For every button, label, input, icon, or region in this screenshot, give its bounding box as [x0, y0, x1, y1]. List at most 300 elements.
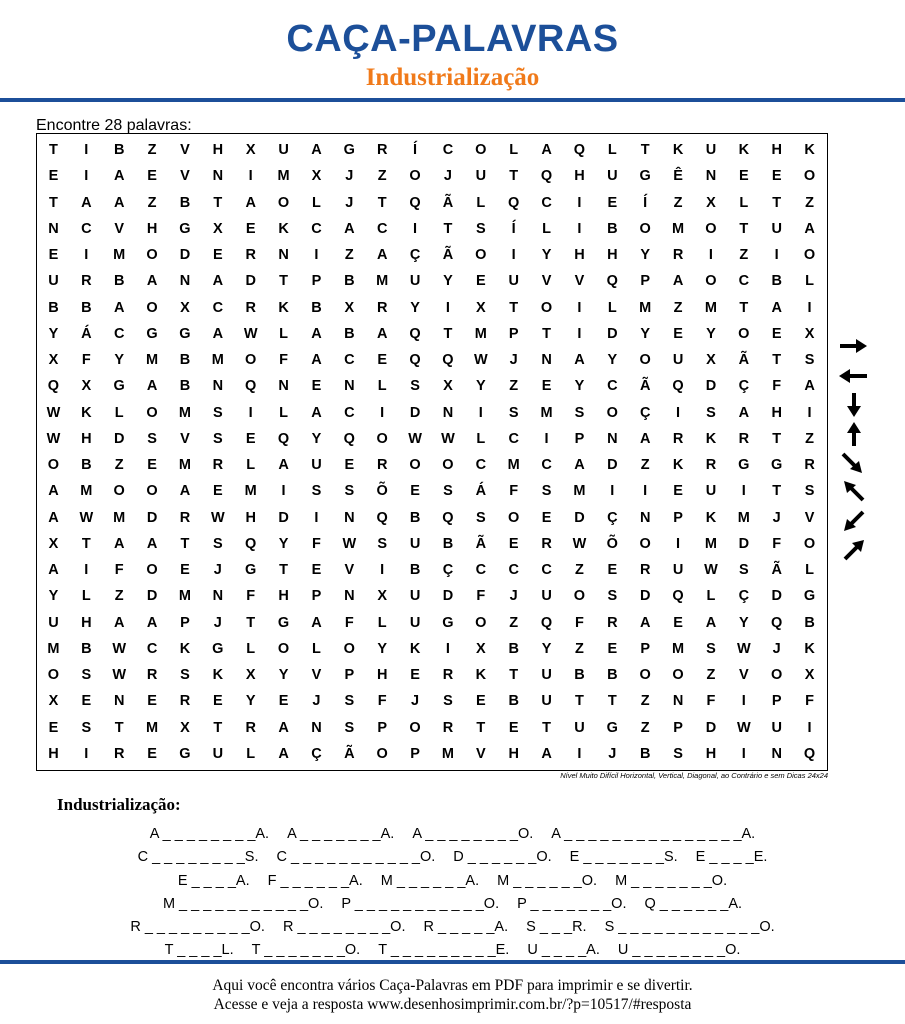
grid-letter[interactable]: M: [704, 299, 717, 316]
grid-letter[interactable]: Z: [739, 247, 749, 263]
grid-letter[interactable]: R: [672, 430, 684, 447]
grid-letter[interactable]: I: [577, 194, 582, 211]
grid-letter[interactable]: B: [311, 299, 322, 316]
grid-letter[interactable]: N: [771, 745, 782, 762]
grid-letter[interactable]: X: [804, 667, 815, 683]
grid-letter[interactable]: V: [475, 745, 486, 762]
grid-letter[interactable]: E: [48, 168, 59, 185]
grid-letter[interactable]: Q: [606, 273, 618, 290]
grid-letter[interactable]: E: [278, 693, 289, 710]
grid-letter[interactable]: L: [279, 404, 288, 421]
grid-letter[interactable]: S: [738, 562, 749, 578]
grid-letter[interactable]: A: [639, 430, 651, 447]
grid-letter[interactable]: L: [706, 588, 716, 605]
grid-letter[interactable]: L: [607, 142, 617, 158]
grid-letter[interactable]: O: [343, 640, 355, 657]
grid-letter[interactable]: H: [146, 220, 158, 237]
grid-letter[interactable]: T: [772, 483, 782, 500]
grid-letter[interactable]: T: [81, 535, 91, 552]
grid-letter[interactable]: A: [344, 220, 355, 237]
grid-letter[interactable]: P: [311, 588, 322, 605]
grid-letter[interactable]: O: [409, 168, 421, 185]
grid-letter[interactable]: K: [212, 667, 224, 683]
grid-letter[interactable]: R: [376, 457, 388, 473]
grid-letter[interactable]: A: [113, 614, 125, 631]
grid-letter[interactable]: D: [179, 247, 191, 263]
grid-letter[interactable]: A: [81, 194, 92, 211]
grid-letter[interactable]: A: [311, 352, 322, 368]
grid-letter[interactable]: R: [245, 247, 256, 263]
grid-letter[interactable]: Z: [344, 247, 354, 263]
grid-letter[interactable]: P: [508, 325, 519, 342]
grid-letter[interactable]: I: [248, 404, 253, 421]
grid-letter[interactable]: V: [804, 509, 815, 526]
grid-letter[interactable]: E: [607, 640, 618, 657]
grid-letter[interactable]: A: [311, 404, 322, 421]
grid-letter[interactable]: Ã: [639, 378, 651, 395]
grid-letter[interactable]: X: [475, 299, 486, 316]
grid-letter[interactable]: G: [179, 220, 191, 237]
grid-letter[interactable]: O: [442, 457, 454, 473]
grid-letter[interactable]: I: [314, 247, 319, 263]
grid-letter[interactable]: I: [445, 640, 450, 657]
grid-letter[interactable]: V: [574, 273, 585, 290]
grid-letter[interactable]: U: [212, 745, 224, 762]
grid-letter[interactable]: I: [380, 562, 385, 578]
grid-letter[interactable]: M: [540, 404, 553, 421]
grid-letter[interactable]: I: [774, 247, 779, 263]
grid-letter[interactable]: L: [509, 142, 519, 158]
grid-letter[interactable]: Y: [377, 640, 388, 657]
grid-letter[interactable]: O: [146, 247, 158, 263]
grid-letter[interactable]: T: [739, 299, 749, 316]
grid-letter[interactable]: K: [278, 220, 289, 237]
grid-letter[interactable]: W: [46, 430, 61, 447]
grid-letter[interactable]: M: [146, 719, 159, 736]
grid-letter[interactable]: O: [376, 745, 388, 762]
grid-letter[interactable]: G: [245, 562, 257, 578]
grid-letter[interactable]: M: [178, 457, 191, 473]
grid-letter[interactable]: I: [84, 168, 89, 185]
grid-letter[interactable]: V: [738, 667, 749, 683]
grid-letter[interactable]: A: [48, 509, 59, 526]
grid-letter[interactable]: B: [508, 693, 519, 710]
grid-letter[interactable]: B: [344, 325, 355, 342]
grid-letter[interactable]: G: [212, 640, 224, 657]
grid-letter[interactable]: Y: [541, 247, 552, 263]
grid-letter[interactable]: Y: [706, 325, 716, 342]
grid-letter[interactable]: M: [507, 457, 520, 473]
grid-letter[interactable]: O: [771, 667, 783, 683]
grid-letter[interactable]: O: [705, 273, 717, 290]
grid-letter[interactable]: K: [81, 404, 92, 421]
grid-letter[interactable]: J: [509, 588, 518, 605]
grid-letter[interactable]: Ç: [409, 247, 421, 263]
grid-letter[interactable]: H: [574, 247, 585, 263]
grid-letter[interactable]: M: [277, 168, 290, 185]
grid-letter[interactable]: I: [577, 745, 582, 762]
grid-letter[interactable]: L: [476, 194, 486, 211]
grid-letter[interactable]: O: [803, 247, 816, 263]
grid-letter[interactable]: Ã: [475, 535, 487, 552]
grid-letter[interactable]: V: [180, 168, 190, 185]
grid-letter[interactable]: D: [245, 273, 256, 290]
grid-letter[interactable]: T: [213, 194, 223, 211]
grid-letter[interactable]: X: [245, 142, 256, 158]
grid-letter[interactable]: M: [113, 247, 126, 263]
grid-letter[interactable]: U: [705, 483, 717, 500]
grid-letter[interactable]: N: [344, 588, 355, 605]
grid-letter[interactable]: I: [84, 745, 89, 762]
grid-letter[interactable]: O: [803, 168, 816, 185]
grid-letter[interactable]: R: [212, 457, 224, 473]
grid-letter[interactable]: C: [311, 220, 322, 237]
grid-letter[interactable]: N: [344, 378, 355, 395]
grid-letter[interactable]: O: [803, 535, 816, 552]
grid-letter[interactable]: Í: [413, 142, 418, 158]
grid-letter[interactable]: U: [771, 719, 782, 736]
grid-letter[interactable]: J: [213, 614, 222, 631]
grid-letter[interactable]: M: [639, 299, 652, 316]
grid-letter[interactable]: O: [146, 404, 158, 421]
grid-letter[interactable]: Q: [245, 535, 257, 552]
grid-letter[interactable]: D: [409, 404, 421, 421]
grid-letter[interactable]: T: [443, 325, 453, 342]
grid-letter[interactable]: C: [541, 457, 552, 473]
grid-letter[interactable]: A: [113, 299, 125, 316]
grid-letter[interactable]: U: [409, 614, 421, 631]
grid-letter[interactable]: U: [409, 588, 421, 605]
grid-letter[interactable]: T: [49, 142, 58, 158]
grid-letter[interactable]: Õ: [376, 483, 388, 500]
grid-letter[interactable]: C: [541, 194, 552, 211]
grid-letter[interactable]: K: [705, 509, 717, 526]
grid-letter[interactable]: Z: [377, 168, 387, 185]
grid-letter[interactable]: Z: [509, 378, 519, 395]
grid-letter[interactable]: Q: [540, 614, 553, 631]
grid-letter[interactable]: A: [672, 273, 684, 290]
grid-letter[interactable]: T: [575, 693, 584, 710]
grid-letter[interactable]: B: [607, 220, 618, 237]
grid-letter[interactable]: D: [113, 430, 125, 447]
grid-letter[interactable]: D: [771, 588, 782, 605]
grid-letter[interactable]: R: [738, 430, 750, 447]
grid-letter[interactable]: A: [311, 325, 322, 342]
grid-letter[interactable]: B: [81, 299, 92, 316]
grid-letter[interactable]: Í: [511, 220, 516, 237]
grid-letter[interactable]: T: [542, 719, 551, 736]
grid-letter[interactable]: V: [344, 562, 355, 578]
grid-letter[interactable]: G: [179, 745, 191, 762]
grid-letter[interactable]: S: [212, 430, 223, 447]
grid-letter[interactable]: H: [245, 509, 256, 526]
grid-letter[interactable]: N: [179, 273, 191, 290]
grid-letter[interactable]: G: [277, 614, 290, 631]
grid-letter[interactable]: Z: [114, 457, 124, 473]
grid-letter[interactable]: T: [542, 325, 551, 342]
grid-letter[interactable]: Z: [147, 142, 157, 158]
grid-letter[interactable]: F: [344, 614, 354, 631]
grid-letter[interactable]: U: [278, 142, 289, 158]
grid-letter[interactable]: E: [48, 247, 59, 263]
grid-letter[interactable]: E: [311, 562, 322, 578]
grid-letter[interactable]: I: [84, 247, 89, 263]
grid-letter[interactable]: S: [81, 667, 92, 683]
grid-letter[interactable]: W: [704, 562, 718, 578]
grid-letter[interactable]: P: [574, 430, 585, 447]
grid-letter[interactable]: E: [311, 378, 322, 395]
grid-letter[interactable]: S: [212, 535, 223, 552]
grid-letter[interactable]: U: [771, 220, 782, 237]
grid-letter[interactable]: R: [705, 457, 717, 473]
grid-letter[interactable]: I: [577, 220, 582, 237]
grid-letter[interactable]: O: [47, 457, 60, 473]
grid-letter[interactable]: K: [278, 299, 289, 316]
grid-letter[interactable]: L: [805, 273, 814, 290]
grid-letter[interactable]: E: [377, 352, 388, 368]
grid-letter[interactable]: H: [705, 745, 717, 762]
grid-letter[interactable]: E: [147, 745, 157, 762]
grid-letter[interactable]: C: [508, 430, 519, 447]
grid-letter[interactable]: B: [409, 509, 421, 526]
grid-letter[interactable]: G: [442, 614, 454, 631]
grid-letter[interactable]: A: [574, 352, 585, 368]
grid-letter[interactable]: B: [639, 745, 651, 762]
grid-letter[interactable]: P: [640, 640, 651, 657]
grid-letter[interactable]: G: [179, 325, 191, 342]
grid-letter[interactable]: X: [311, 168, 322, 185]
grid-letter[interactable]: O: [606, 404, 618, 421]
grid-letter[interactable]: A: [212, 325, 224, 342]
grid-letter[interactable]: R: [245, 299, 256, 316]
grid-letter[interactable]: S: [673, 745, 683, 762]
grid-letter[interactable]: U: [409, 535, 421, 552]
grid-letter[interactable]: A: [179, 483, 191, 500]
grid-letter[interactable]: T: [640, 142, 650, 158]
grid-letter[interactable]: S: [377, 535, 388, 552]
grid-letter[interactable]: Q: [573, 142, 586, 158]
grid-letter[interactable]: O: [672, 667, 684, 683]
grid-letter[interactable]: S: [344, 719, 355, 736]
grid-letter[interactable]: P: [673, 719, 683, 736]
grid-letter[interactable]: O: [277, 640, 290, 657]
grid-letter[interactable]: E: [475, 273, 486, 290]
grid-letter[interactable]: N: [212, 378, 224, 395]
grid-letter[interactable]: C: [113, 325, 125, 342]
grid-letter[interactable]: Z: [509, 614, 519, 631]
grid-letter[interactable]: X: [443, 378, 453, 395]
grid-letter[interactable]: O: [705, 220, 717, 237]
grid-letter[interactable]: Z: [673, 299, 683, 316]
grid-letter[interactable]: C: [508, 562, 519, 578]
grid-letter[interactable]: K: [804, 142, 815, 158]
grid-letter[interactable]: F: [279, 352, 288, 368]
grid-letter[interactable]: Ã: [344, 745, 355, 762]
grid-letter[interactable]: M: [376, 273, 389, 290]
grid-letter[interactable]: E: [344, 457, 355, 473]
grid-letter[interactable]: U: [48, 273, 59, 290]
grid-letter[interactable]: A: [113, 194, 125, 211]
grid-letter[interactable]: Ç: [738, 378, 750, 395]
grid-letter[interactable]: E: [771, 325, 782, 342]
grid-letter[interactable]: S: [311, 483, 322, 500]
grid-letter[interactable]: Õ: [606, 535, 618, 552]
grid-letter[interactable]: R: [804, 457, 815, 473]
grid-letter[interactable]: Y: [607, 352, 618, 368]
grid-letter[interactable]: O: [508, 509, 520, 526]
grid-letter[interactable]: O: [639, 667, 651, 683]
grid-letter[interactable]: F: [312, 535, 321, 552]
grid-letter[interactable]: U: [48, 614, 59, 631]
grid-letter[interactable]: E: [81, 693, 92, 710]
grid-letter[interactable]: D: [607, 325, 618, 342]
grid-letter[interactable]: U: [672, 352, 684, 368]
grid-letter[interactable]: T: [246, 614, 256, 631]
grid-letter[interactable]: T: [213, 719, 223, 736]
grid-letter[interactable]: X: [706, 194, 716, 211]
grid-letter[interactable]: X: [81, 378, 92, 395]
grid-letter[interactable]: D: [607, 457, 618, 473]
grid-letter[interactable]: H: [376, 667, 388, 683]
grid-letter[interactable]: M: [441, 745, 454, 762]
grid-letter[interactable]: T: [509, 168, 519, 185]
grid-letter[interactable]: T: [443, 220, 453, 237]
grid-letter[interactable]: A: [541, 745, 552, 762]
grid-letter[interactable]: E: [180, 562, 190, 578]
grid-letter[interactable]: E: [508, 535, 519, 552]
grid-letter[interactable]: Z: [640, 457, 650, 473]
grid-letter[interactable]: U: [409, 273, 421, 290]
grid-letter[interactable]: Z: [706, 667, 716, 683]
grid-letter[interactable]: I: [708, 247, 713, 263]
grid-letter[interactable]: F: [772, 535, 782, 552]
grid-letter[interactable]: Q: [540, 168, 553, 185]
grid-letter[interactable]: Y: [311, 430, 322, 447]
grid-letter[interactable]: A: [278, 457, 289, 473]
grid-letter[interactable]: B: [179, 194, 191, 211]
grid-letter[interactable]: O: [146, 562, 158, 578]
grid-letter[interactable]: W: [441, 430, 455, 447]
grid-letter[interactable]: Q: [672, 588, 684, 605]
grid-letter[interactable]: K: [705, 430, 717, 447]
grid-letter[interactable]: A: [146, 378, 158, 395]
grid-letter[interactable]: H: [607, 247, 618, 263]
grid-letter[interactable]: L: [312, 194, 321, 211]
grid-letter[interactable]: X: [48, 352, 59, 368]
grid-letter[interactable]: R: [376, 299, 388, 316]
grid-letter[interactable]: M: [704, 535, 717, 552]
grid-letter[interactable]: C: [81, 220, 92, 237]
grid-letter[interactable]: R: [607, 614, 618, 631]
grid-letter[interactable]: M: [737, 509, 750, 526]
grid-letter[interactable]: W: [572, 535, 587, 552]
grid-letter[interactable]: W: [736, 719, 751, 736]
grid-letter[interactable]: Z: [575, 562, 584, 578]
grid-letter[interactable]: M: [80, 483, 93, 500]
grid-letter[interactable]: S: [147, 430, 157, 447]
grid-letter[interactable]: X: [48, 535, 59, 552]
grid-letter[interactable]: N: [705, 168, 717, 185]
grid-letter[interactable]: S: [443, 693, 453, 710]
grid-letter[interactable]: N: [541, 352, 552, 368]
grid-letter[interactable]: A: [113, 535, 125, 552]
grid-letter[interactable]: D: [705, 378, 717, 395]
grid-letter[interactable]: I: [413, 220, 418, 237]
grid-letter[interactable]: D: [738, 535, 750, 552]
grid-letter[interactable]: I: [84, 562, 89, 578]
grid-letter[interactable]: Y: [541, 640, 552, 657]
grid-letter[interactable]: A: [278, 745, 289, 762]
grid-letter[interactable]: J: [443, 168, 452, 185]
grid-letter[interactable]: C: [344, 404, 355, 421]
grid-letter[interactable]: U: [574, 719, 585, 736]
grid-letter[interactable]: D: [705, 719, 717, 736]
grid-letter[interactable]: T: [772, 352, 782, 368]
grid-letter[interactable]: T: [509, 667, 519, 683]
grid-letter[interactable]: P: [640, 273, 651, 290]
grid-letter[interactable]: L: [739, 194, 749, 211]
grid-letter[interactable]: Z: [575, 640, 584, 657]
grid-letter[interactable]: L: [805, 562, 814, 578]
grid-letter[interactable]: N: [278, 378, 289, 395]
grid-letter[interactable]: L: [377, 378, 387, 395]
grid-letter[interactable]: P: [311, 273, 322, 290]
grid-letter[interactable]: T: [772, 430, 782, 447]
grid-letter[interactable]: E: [673, 483, 683, 500]
grid-letter[interactable]: E: [607, 194, 618, 211]
grid-letter[interactable]: H: [508, 745, 519, 762]
grid-letter[interactable]: N: [278, 247, 289, 263]
grid-letter[interactable]: O: [376, 430, 388, 447]
grid-letter[interactable]: X: [180, 719, 190, 736]
grid-letter[interactable]: I: [577, 325, 582, 342]
grid-letter[interactable]: R: [442, 667, 454, 683]
grid-letter[interactable]: J: [411, 693, 420, 710]
grid-letter[interactable]: I: [807, 299, 812, 316]
grid-letter[interactable]: N: [212, 168, 224, 185]
grid-letter[interactable]: I: [478, 404, 483, 421]
grid-letter[interactable]: A: [705, 614, 717, 631]
grid-letter[interactable]: P: [410, 745, 420, 762]
grid-letter[interactable]: V: [180, 430, 190, 447]
grid-letter[interactable]: Z: [805, 430, 814, 447]
grid-letter[interactable]: Y: [640, 325, 651, 342]
grid-letter[interactable]: Á: [475, 483, 487, 500]
grid-letter[interactable]: B: [804, 614, 815, 631]
grid-letter[interactable]: J: [345, 168, 354, 185]
grid-letter[interactable]: W: [46, 404, 61, 421]
grid-letter[interactable]: W: [736, 640, 751, 657]
grid-letter[interactable]: B: [508, 640, 519, 657]
grid-letter[interactable]: Q: [409, 352, 421, 368]
grid-letter[interactable]: C: [475, 562, 487, 578]
grid-letter[interactable]: J: [509, 352, 518, 368]
grid-letter[interactable]: E: [673, 614, 683, 631]
grid-letter[interactable]: A: [376, 325, 388, 342]
grid-letter[interactable]: B: [81, 457, 92, 473]
grid-letter[interactable]: E: [541, 378, 552, 395]
grid-letter[interactable]: L: [279, 325, 288, 342]
grid-letter[interactable]: A: [311, 142, 322, 158]
grid-letter[interactable]: W: [112, 667, 127, 683]
grid-letter[interactable]: M: [146, 352, 159, 368]
grid-letter[interactable]: Q: [409, 325, 421, 342]
grid-letter[interactable]: D: [146, 588, 158, 605]
grid-letter[interactable]: V: [311, 667, 322, 683]
grid-letter[interactable]: G: [606, 719, 618, 736]
grid-letter[interactable]: A: [771, 299, 782, 316]
grid-letter[interactable]: T: [377, 194, 387, 211]
